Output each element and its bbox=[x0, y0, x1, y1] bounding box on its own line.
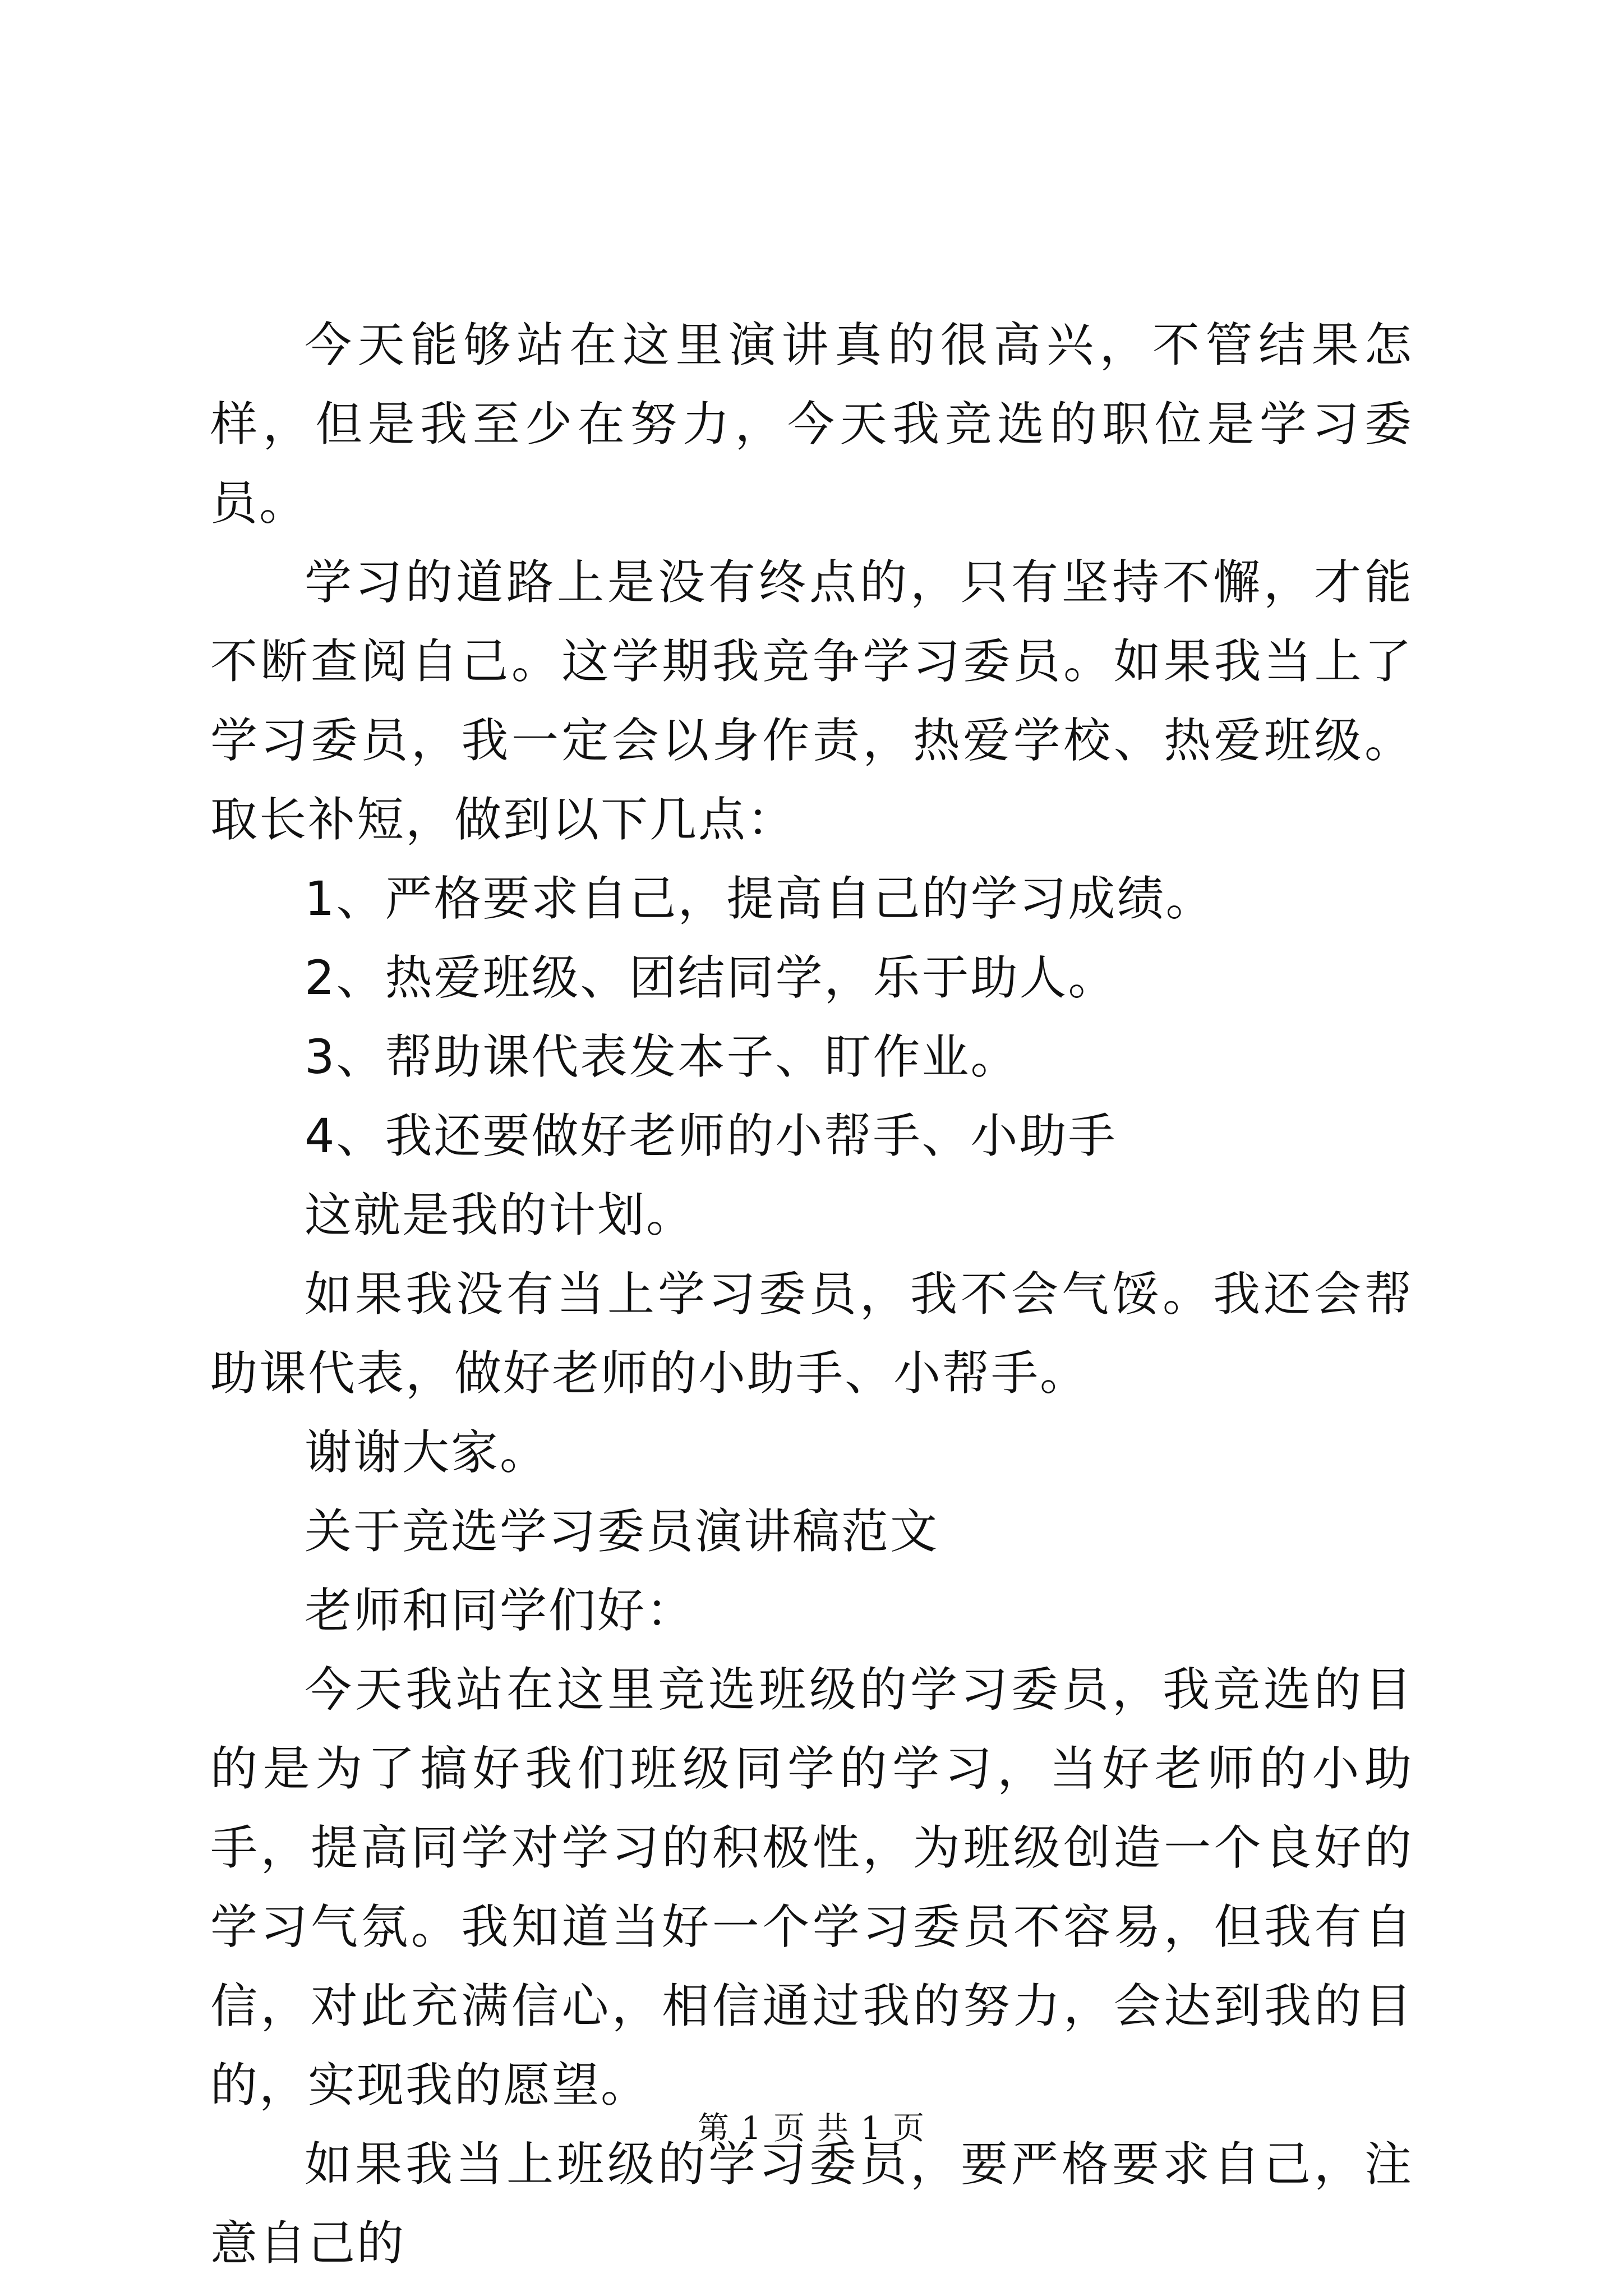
list-item-3: 3、帮助课代表发本子、盯作业。 bbox=[305, 1029, 1020, 1084]
document-body bbox=[210, 306, 1413, 2283]
paragraph-continuation: 如果我当上班级的学习委员，要严格要求自己，注意自己的 bbox=[210, 2137, 1413, 2271]
section-title: 关于竞选学习委员演讲稿范文 bbox=[305, 1504, 939, 1559]
paragraph-greeting: 老师和同学们好： bbox=[305, 1583, 695, 1638]
list-item-2: 2、热爱班级、团结同学，乐于助人。 bbox=[305, 950, 1117, 1005]
paragraph-plan: 这就是我的计划。 bbox=[305, 1188, 695, 1243]
paragraph-opening: 今天能够站在这里演讲真的很高兴，不管结果怎样，但是我至少在努力，今天我竞选的职位是学习委员。 bbox=[210, 318, 1413, 531]
list-item-4: 4、我还要做好老师的小帮手、小助手 bbox=[305, 1108, 1117, 1163]
page-footer: 第 1 页 共 1 页 bbox=[697, 2110, 926, 2147]
paragraph-if-not-elected: 如果我没有当上学习委员，我不会气馁。我还会帮助课代表，做好老师的小助手、小帮手。 bbox=[210, 1267, 1413, 1401]
paragraph-goal: 学习的道路上是没有终点的，只有坚持不懈，才能不断查阅自己。这学期我竞争学习委员。如果我当上了学习委员，我一定会以身作责，热爱学校、热爱班级。取长补短，做到以下几点： bbox=[210, 555, 1413, 847]
paragraph-purpose: 今天我站在这里竞选班级的学习委员，我竞选的目的是为了搞好我们班级同学的学习，当好老师的小助手，提高同学对学习的积极性，为班级创造一个良好的学习气氛。我知道当好一个学习委员不容易，但我有自信，对此充满信心，相信通过我的努力，会达到我的目的，实现我的愿望。 bbox=[210, 1662, 1413, 2113]
list-item-1: 1、严格要求自己，提高自己的学习成绩。 bbox=[305, 871, 1215, 926]
paragraph-thanks: 谢谢大家。 bbox=[305, 1425, 549, 1480]
